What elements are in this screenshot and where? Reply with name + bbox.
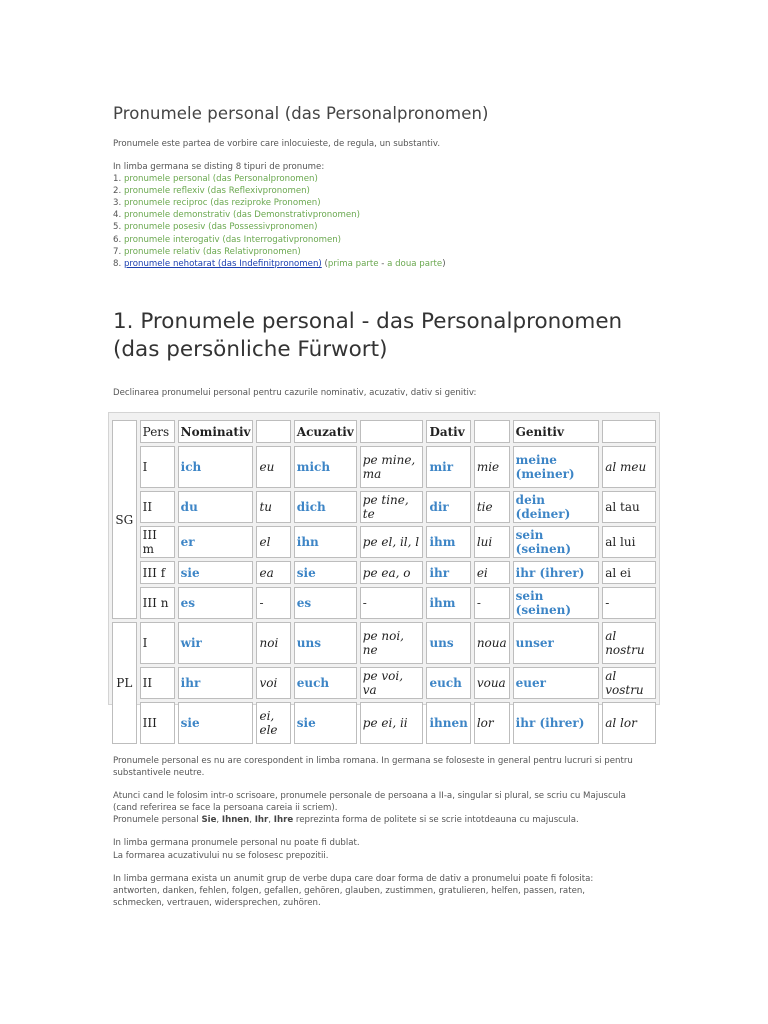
- separator: -: [378, 258, 388, 269]
- first-part-link[interactable]: prima parte: [327, 258, 379, 269]
- table-row: [112, 491, 656, 523]
- type-link[interactable]: pronumele reflexiv (das Reflexivpronomen): [123, 186, 310, 197]
- cell: es: [178, 587, 254, 619]
- type-link[interactable]: pronumele relativ (das Relativpronomen): [123, 246, 301, 257]
- cell: eu: [256, 446, 290, 488]
- cell: -: [474, 587, 510, 619]
- cell: euch: [426, 667, 470, 699]
- cell: ihr: [178, 667, 254, 699]
- cell: ihnen: [426, 702, 470, 744]
- type-item: [113, 197, 446, 209]
- cell: ihr (ihrer): [513, 561, 600, 584]
- type-item: [113, 209, 446, 221]
- type-link[interactable]: pronumele reciproc (das reziproke Pronomen): [123, 198, 321, 209]
- cell: al nostru: [602, 622, 656, 664]
- cell: sein (seinen): [513, 587, 600, 619]
- table-header-row: [112, 420, 656, 443]
- bold-word: Ihr: [254, 815, 269, 826]
- type-item-8: [113, 258, 446, 270]
- note-line: Atunci cand le folosim intr-o scrisoare, pronumele personale de persoana a II-a, singular si plural, se scriu cu Majuscula (cand referirea se face la persoana careia ii scriem).: [113, 791, 626, 814]
- type-link[interactable]: pronumele interogativ (das Interrogativpronomen): [123, 234, 342, 245]
- cell: sie: [178, 561, 254, 584]
- cell: meine (meiner): [513, 446, 600, 488]
- table-row: [112, 561, 656, 584]
- cell: sie: [178, 702, 254, 744]
- header-cell: [360, 420, 424, 443]
- note-text: ,: [268, 815, 274, 826]
- note-line: In limba germana pronumele personal nu poate fi dublat.: [113, 838, 360, 849]
- note-text: ,: [249, 815, 255, 826]
- cell: voi: [256, 667, 290, 699]
- cell: sein (seinen): [513, 526, 600, 558]
- cell: ei, ele: [256, 702, 290, 744]
- cell: al tau: [602, 491, 656, 523]
- cell: dir: [426, 491, 470, 523]
- type-number: 8.: [113, 258, 122, 269]
- cell: al lui: [602, 526, 656, 558]
- type-number: 1.: [113, 174, 122, 185]
- cell: al meu: [602, 446, 656, 488]
- cell: ihr (ihrer): [513, 702, 600, 744]
- header-cell: [602, 420, 656, 443]
- types-heading: In limba germana se disting 8 tipuri de pronume:: [113, 162, 325, 172]
- cell: uns: [294, 622, 357, 664]
- cell: unser: [513, 622, 600, 664]
- cell: noi: [256, 622, 290, 664]
- cell: voua: [474, 667, 510, 699]
- cell: mie: [474, 446, 510, 488]
- cell: tie: [474, 491, 510, 523]
- group-pl: PL: [112, 622, 137, 744]
- cell: es: [294, 587, 357, 619]
- cell: pe ei, ii: [360, 702, 424, 744]
- note-paragraph: [113, 837, 633, 861]
- cell: pe ea, o: [360, 561, 424, 584]
- cell: pe el, il, l: [360, 526, 424, 558]
- cell: ihm: [426, 587, 470, 619]
- type-link[interactable]: pronumele posesiv (das Possessivpronomen): [123, 222, 318, 233]
- type-link[interactable]: pronumele demonstrativ (das Demonstrativpronomen): [123, 210, 360, 221]
- cell: III: [140, 702, 175, 744]
- type-number: 6.: [113, 234, 122, 245]
- paren-close: ): [442, 258, 446, 269]
- cell: pe noi, ne: [360, 622, 424, 664]
- type-number: 3.: [113, 198, 122, 209]
- cell: ea: [256, 561, 290, 584]
- cell: -: [360, 587, 424, 619]
- cell: dich: [294, 491, 357, 523]
- note-text: reprezinta forma de politete si se scrie intotdeauna cu majuscula.: [293, 815, 579, 826]
- type-item: [113, 221, 446, 233]
- note-paragraph: [113, 790, 633, 826]
- type-item: [113, 185, 446, 197]
- note-line: La formarea acuzativului nu se folosesc prepozitii.: [113, 850, 329, 861]
- bold-word: Ihre: [273, 815, 294, 826]
- type-link[interactable]: pronumele personal (das Personalpronomen): [123, 174, 318, 185]
- note-paragraph: In limba germana exista un anumit grup de verbe dupa care doar forma de dativ a pronumelui poate fi folosita: antworten, danken, fehlen, folgen, gefallen, gehören, glauben, zustimmen, gratulieren, helfen, passen, raten, schmecken, vertrauen, widersprechen, zuhören.: [113, 873, 594, 908]
- type-item: [113, 234, 446, 246]
- cell: euch: [294, 667, 357, 699]
- cell: ich: [178, 446, 254, 488]
- header-cell: [474, 420, 510, 443]
- declension-table: [109, 417, 659, 747]
- header-cell: Nominativ: [178, 420, 254, 443]
- notes: [113, 755, 633, 920]
- cell: pe mine, ma: [360, 446, 424, 488]
- cell: euer: [513, 667, 600, 699]
- cell: ei: [474, 561, 510, 584]
- cell: mich: [294, 446, 357, 488]
- type-number: 5.: [113, 222, 122, 233]
- cell: ihr: [426, 561, 470, 584]
- group-sg: SG: [112, 420, 137, 619]
- table-row: [112, 587, 656, 619]
- header-cell: Genitiv: [513, 420, 600, 443]
- type-number: 7.: [113, 246, 122, 257]
- bold-word: Sie: [201, 815, 217, 826]
- type-number: 4.: [113, 210, 122, 221]
- note-paragraph: Pronumele personal es nu are corespondent in limba romana. In germana se foloseste in general pentru lucruri si pentru substantivele neutre.: [113, 756, 633, 779]
- declension-intro: Declinarea pronumelui personal pentru cazurile nominativ, acuzativ, dativ si genitiv:: [113, 388, 477, 398]
- cell: III n: [140, 587, 175, 619]
- cell: sie: [294, 561, 357, 584]
- cell: al lor: [602, 702, 656, 744]
- paren-open: (: [321, 258, 328, 269]
- cell: du: [178, 491, 254, 523]
- table-row: [112, 667, 656, 699]
- table-row: [112, 526, 656, 558]
- bold-word: Ihnen: [221, 815, 250, 826]
- type-number: 2.: [113, 186, 122, 197]
- header-cell: [256, 420, 290, 443]
- cell: er: [178, 526, 254, 558]
- header-cell: Acuzativ: [294, 420, 357, 443]
- declension-table-container: [108, 412, 660, 737]
- cell: II: [140, 667, 175, 699]
- type-item: [113, 173, 446, 185]
- cell: ihm: [426, 526, 470, 558]
- cell: pe tine, te: [360, 491, 424, 523]
- cell: noua: [474, 622, 510, 664]
- intro-text: Pronumele este partea de vorbire care inlocuieste, de regula, un substantiv.: [113, 139, 441, 149]
- cell: tu: [256, 491, 290, 523]
- page-title: Pronumele personal (das Personalpronomen): [113, 104, 489, 123]
- cell: -: [602, 587, 656, 619]
- cell: al ei: [602, 561, 656, 584]
- type-item: [113, 246, 446, 258]
- cell: sie: [294, 702, 357, 744]
- cell: mir: [426, 446, 470, 488]
- header-cell: Dativ: [426, 420, 470, 443]
- note-text: Pronumele personal: [113, 815, 202, 826]
- table-row: [112, 702, 656, 744]
- cell: III f: [140, 561, 175, 584]
- table-row: [112, 446, 656, 488]
- pronoun-types-list: [113, 161, 446, 270]
- cell: lor: [474, 702, 510, 744]
- cell: ihn: [294, 526, 357, 558]
- cell: wir: [178, 622, 254, 664]
- type-link-indefinite[interactable]: pronumele nehotarat (das Indefinitpronomen): [123, 258, 322, 269]
- cell: el: [256, 526, 290, 558]
- second-part-link[interactable]: a doua parte: [387, 258, 443, 269]
- table-row: [112, 622, 656, 664]
- cell: dein (deiner): [513, 491, 600, 523]
- cell: lui: [474, 526, 510, 558]
- cell: pe voi, va: [360, 667, 424, 699]
- cell: III m: [140, 526, 175, 558]
- cell: I: [140, 622, 175, 664]
- note-text: ,: [216, 815, 222, 826]
- cell: -: [256, 587, 290, 619]
- section-title: 1. Pronumele personal - das Personalpronomen (das persönliche Fürwort): [113, 309, 623, 362]
- cell: I: [140, 446, 175, 488]
- header-cell: Pers: [140, 420, 175, 443]
- cell: uns: [426, 622, 470, 664]
- cell: II: [140, 491, 175, 523]
- cell: al vostru: [602, 667, 656, 699]
